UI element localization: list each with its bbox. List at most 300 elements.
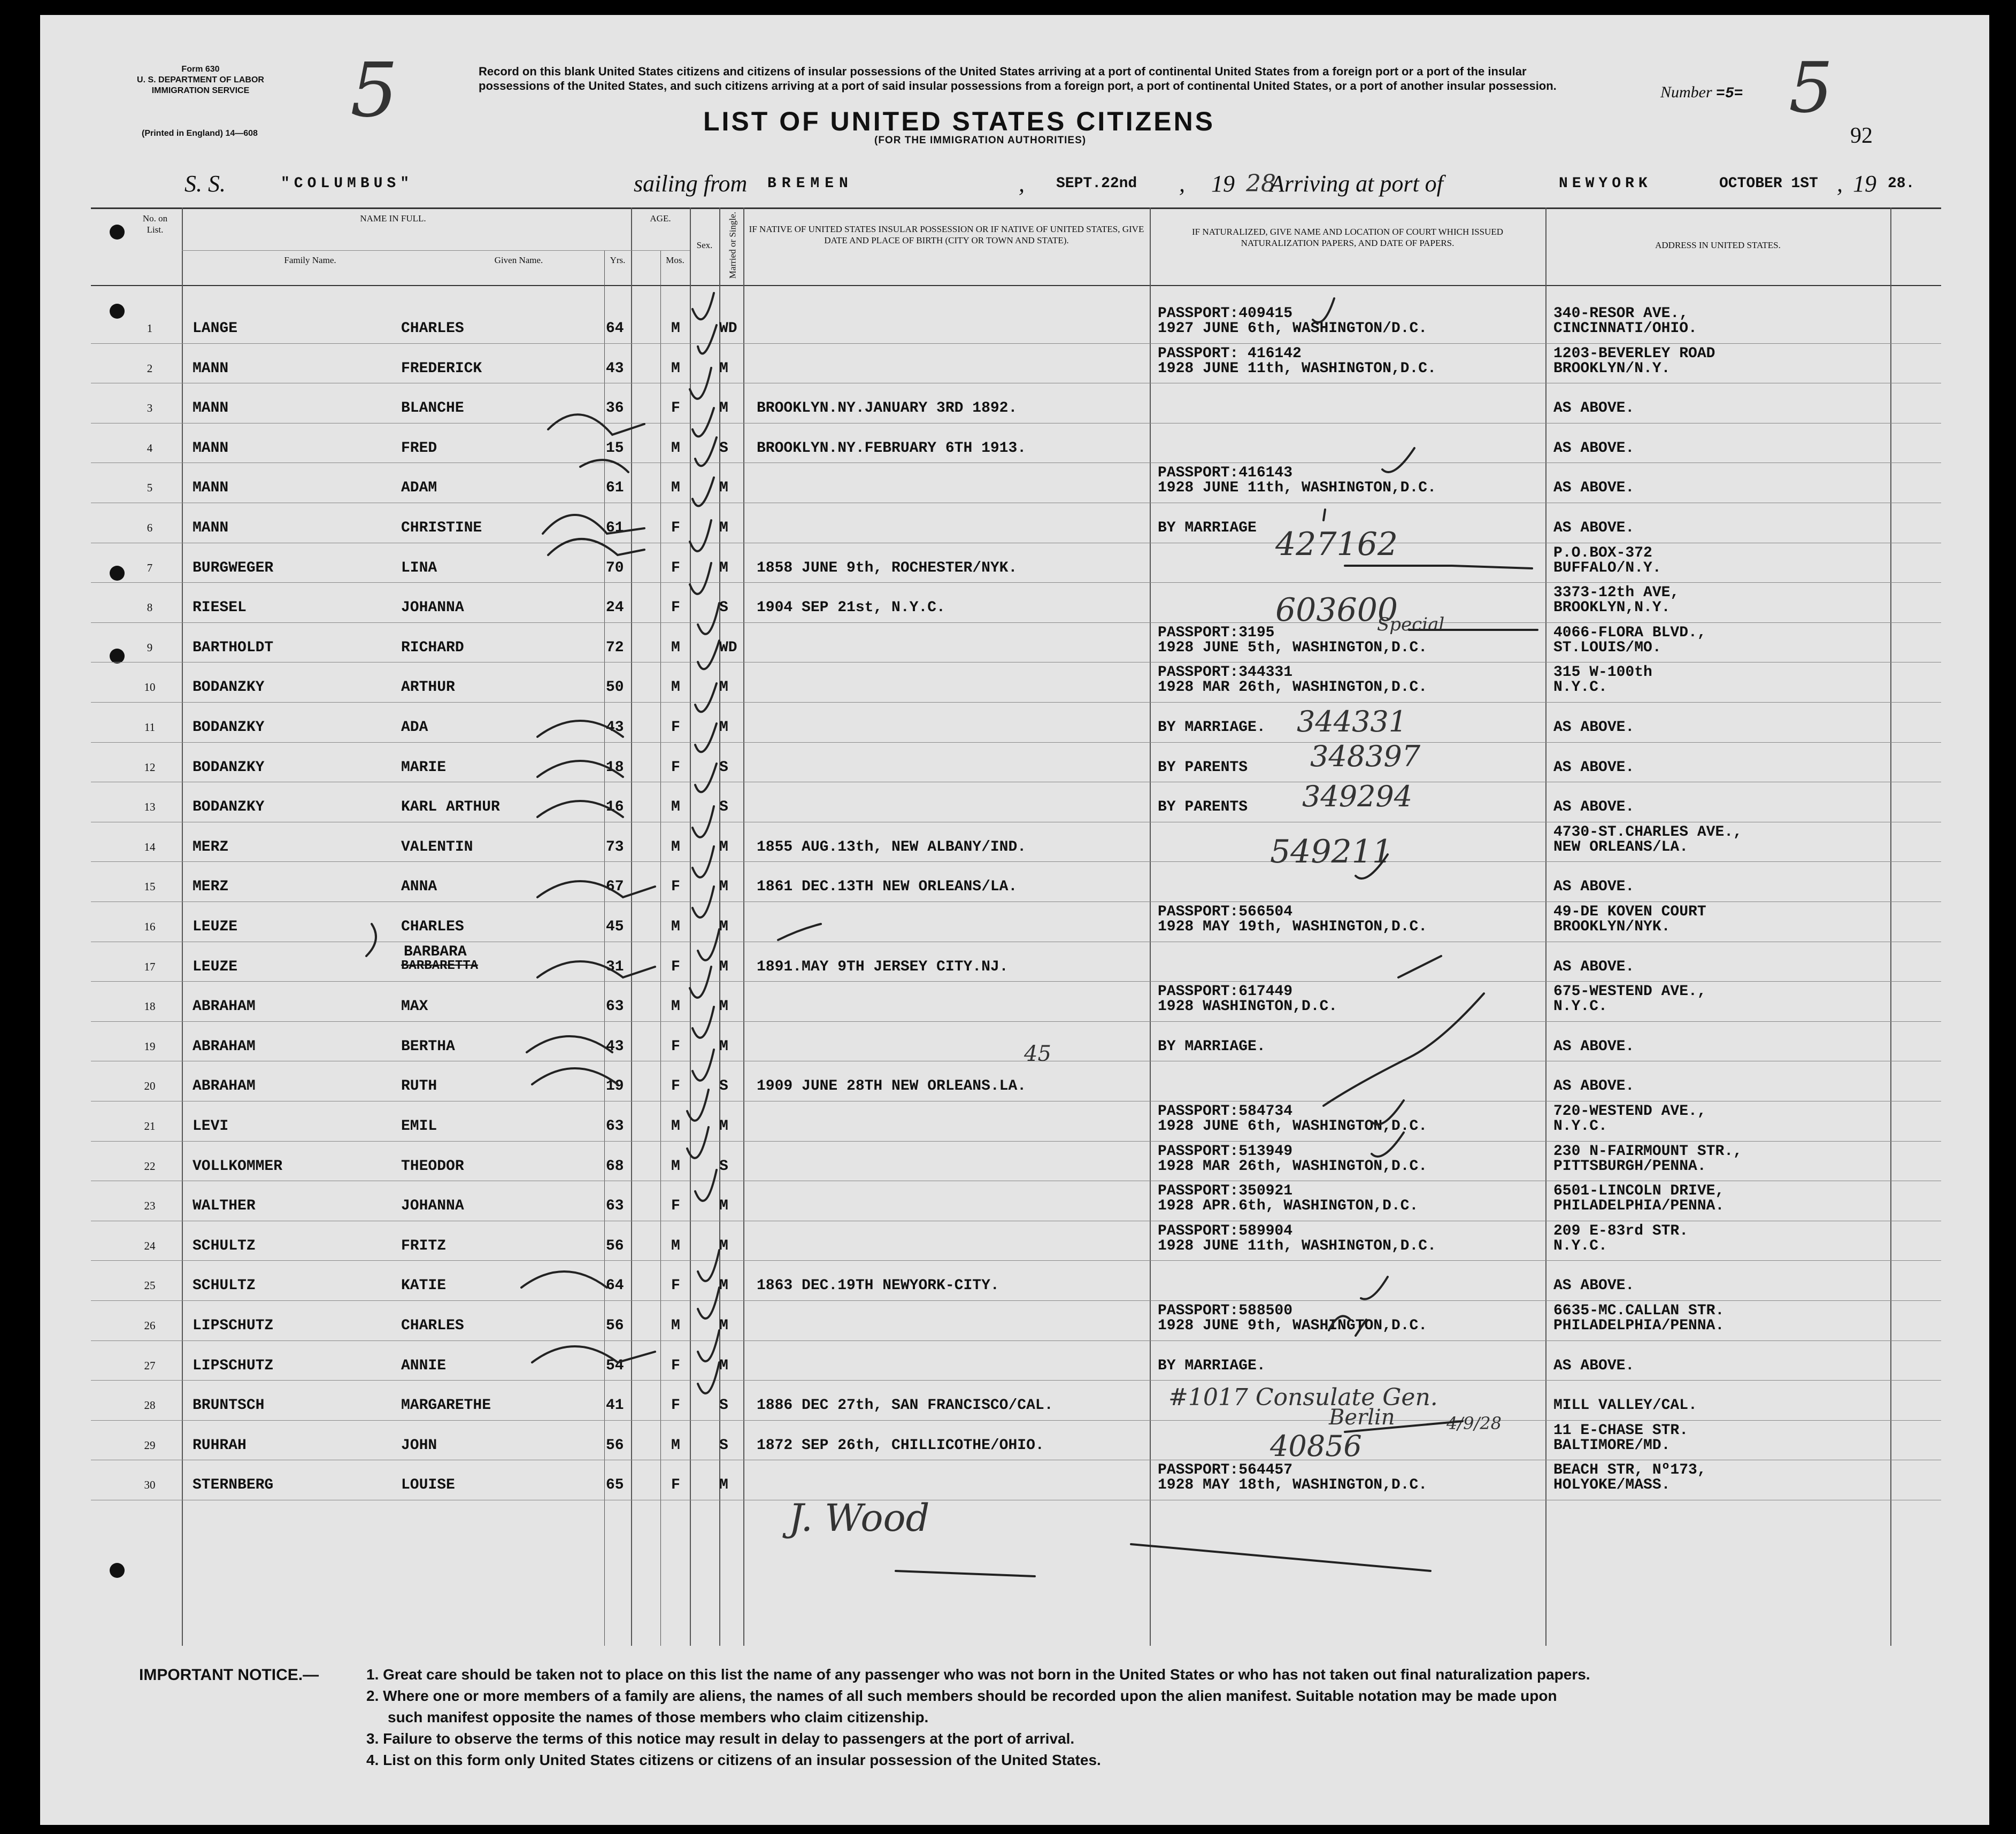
naturalization-line-1: PASSPORT:564457 <box>1158 1462 1293 1479</box>
age-years: 63 <box>606 1118 624 1135</box>
sex: M <box>671 1118 680 1135</box>
address-line-1: AS ABOVE. <box>1553 799 1635 816</box>
family-name: MANN <box>193 360 229 377</box>
family-name: LEUZE <box>193 958 238 975</box>
sex: F <box>671 958 680 975</box>
address-line-1: 3373-12th AVE, <box>1553 584 1680 602</box>
address-line-2: ST.LOUIS/MO. <box>1553 639 1661 656</box>
given-name: FRED <box>401 440 437 457</box>
address-line-1: MILL VALLEY/CAL. <box>1553 1397 1697 1414</box>
sex: M <box>671 998 680 1015</box>
given-name: THEODOR <box>401 1158 464 1175</box>
arrival-port: NEWYORK <box>1559 175 1652 192</box>
age-years: 64 <box>606 1277 624 1294</box>
marital-status: S <box>719 1078 728 1095</box>
given-name: LINA <box>401 559 437 576</box>
given-name: CHARLES <box>401 919 464 935</box>
departure-date: SEPT.22nd <box>1056 175 1137 192</box>
marital-status: M <box>719 360 728 377</box>
sex: F <box>671 1038 680 1055</box>
row-number: 7 <box>147 561 153 574</box>
row-number: 27 <box>144 1359 156 1372</box>
address-line-1: AS ABOVE. <box>1553 879 1635 896</box>
marital-status: WD <box>719 639 737 656</box>
given-name: MARGARETHE <box>401 1397 491 1414</box>
sex: M <box>671 480 680 497</box>
col-head-birth: IF NATIVE OF UNITED STATES INSULAR POSSESSION OR IF NATIVE OF UNITED STATES, GIVE DATE AND PLACE OF BIRTH (CITY OR TOWN AND STATE). <box>749 224 1144 245</box>
given-name: ADAM <box>401 480 437 497</box>
sex: F <box>671 1078 680 1095</box>
naturalization-line-1: PASSPORT:350921 <box>1158 1183 1293 1200</box>
naturalization-line-2: 1928 MAR 26th, WASHINGTON,D.C. <box>1158 1158 1428 1175</box>
address-line-1: AS ABOVE. <box>1553 719 1635 736</box>
family-name: RUHRAH <box>193 1437 247 1454</box>
naturalization-line-1: PASSPORT:344331 <box>1158 664 1293 681</box>
handwritten-annotation: 4/9/28 <box>1446 1413 1502 1434</box>
address-line-2: HOLYOKE/MASS. <box>1553 1477 1671 1494</box>
family-name: LANGE <box>193 320 238 337</box>
age-years: 73 <box>606 838 624 856</box>
col-head-age: AGE. <box>650 213 671 224</box>
sex: M <box>671 639 680 656</box>
handwritten-signature: J. Wood <box>789 1496 930 1540</box>
family-name: BURGWEGER <box>193 559 274 576</box>
birth-info: 1904 SEP 21st, N.Y.C. <box>757 599 945 617</box>
given-name: RUTH <box>401 1078 437 1095</box>
family-name: BRUNTSCH <box>193 1397 265 1414</box>
marital-status: M <box>719 679 728 696</box>
given-name: FRITZ <box>401 1237 447 1254</box>
age-years: 43 <box>606 1038 624 1055</box>
age-years: 24 <box>606 599 624 617</box>
marital-status: M <box>719 838 728 856</box>
address-line-2: PITTSBURGH/PENNA. <box>1553 1158 1706 1175</box>
notice-label: IMPORTANT NOTICE.— <box>139 1666 319 1684</box>
given-name: CHARLES <box>401 320 464 337</box>
birth-info: 1886 DEC 27th, SAN FRANCISCO/CAL. <box>757 1397 1053 1414</box>
address-line-1: AS ABOVE. <box>1553 759 1635 776</box>
naturalization-line-1: PASSPORT:513949 <box>1158 1143 1293 1160</box>
arrival-date: OCTOBER 1ST <box>1719 175 1818 192</box>
age-years: 65 <box>606 1477 624 1494</box>
age-years: 15 <box>606 440 624 457</box>
address-line-1: AS ABOVE. <box>1553 958 1635 975</box>
naturalization-line-1: PASSPORT:589904 <box>1158 1222 1293 1239</box>
row-number: 22 <box>144 1159 156 1173</box>
marital-status: S <box>719 599 728 617</box>
given-name: VALENTIN <box>401 838 473 856</box>
address-line-1: AS ABOVE. <box>1553 440 1635 457</box>
row-number: 28 <box>144 1399 156 1412</box>
given-name: EMIL <box>401 1118 437 1135</box>
row-number: 8 <box>147 601 153 614</box>
marital-status: M <box>719 1477 728 1494</box>
address-line-2: CINCINNATI/OHIO. <box>1553 320 1697 337</box>
row-number: 19 <box>144 1039 156 1053</box>
handwritten-annotation: 427162 <box>1275 526 1398 563</box>
row-number: 23 <box>144 1199 156 1213</box>
sex: F <box>671 520 680 536</box>
sex: F <box>671 1198 680 1215</box>
address-line-1: 6501-LINCOLN DRIVE, <box>1553 1183 1725 1200</box>
row-number: 9 <box>147 641 153 654</box>
naturalization-line-1: BY PARENTS <box>1158 759 1248 776</box>
handwritten-annotation: 349294 <box>1302 780 1413 813</box>
row-number: 30 <box>144 1478 156 1492</box>
address-line-2: BROOKLYN/N.Y. <box>1553 360 1671 377</box>
naturalization-line-1: PASSPORT:416143 <box>1158 465 1293 482</box>
address-line-1: BEACH STR, Nº173, <box>1553 1462 1706 1479</box>
naturalization-line-1: PASSPORT:584734 <box>1158 1103 1293 1120</box>
naturalization-line-2: 1928 WASHINGTON,D.C. <box>1158 998 1338 1015</box>
row-number: 4 <box>147 441 153 454</box>
age-years: 43 <box>606 360 624 377</box>
family-name: LEVI <box>193 1118 229 1135</box>
row-number: 25 <box>144 1279 156 1292</box>
naturalization-line-1: PASSPORT:566504 <box>1158 904 1293 920</box>
naturalization-line-2: 1927 JUNE 6th, WASHINGTON/D.C. <box>1158 320 1428 337</box>
naturalization-line-2: 1928 JUNE 11th, WASHINGTON,D.C. <box>1158 480 1436 497</box>
given-name: JOHANNA <box>401 599 464 617</box>
sex: F <box>671 1357 680 1374</box>
marital-status: M <box>719 1357 728 1374</box>
notice-item: 4. List on this form only United States citizens or citizens of an insular possession of the United States. <box>366 1752 1101 1768</box>
address-line-1: 315 W-100th <box>1553 664 1652 681</box>
family-name: SCHULTZ <box>193 1277 256 1294</box>
row-number: 5 <box>147 481 153 495</box>
row-number: 2 <box>147 361 153 375</box>
address-line-2: PHILADELPHIA/PENNA. <box>1553 1198 1725 1215</box>
marital-status: S <box>719 759 728 776</box>
age-years: 36 <box>606 400 624 417</box>
age-years: 16 <box>606 799 624 816</box>
given-name: RICHARD <box>401 639 464 656</box>
number-label: Number =5= <box>1660 83 1743 102</box>
notice-item: such manifest opposite the names of those members who claim citizenship. <box>388 1709 929 1725</box>
handwritten-list-number: 5 <box>1789 47 1833 128</box>
sex: F <box>671 719 680 736</box>
sex: M <box>671 360 680 377</box>
address-line-2: N.Y.C. <box>1553 1118 1607 1135</box>
given-name: CHRISTINE <box>401 520 482 536</box>
naturalization-line-2: 1928 JUNE 11th, WASHINGTON,D.C. <box>1158 1237 1436 1254</box>
ship-name: "COLUMBUS" <box>281 175 414 192</box>
given-name: ARTHUR <box>401 679 455 696</box>
family-name: MERZ <box>193 879 229 896</box>
department: U. S. DEPARTMENT OF LABOR <box>137 75 264 84</box>
row-number: 11 <box>144 721 156 734</box>
naturalization-line-1: BY MARRIAGE <box>1158 520 1257 536</box>
sex: M <box>671 320 680 337</box>
handwritten-annotation: 549211 <box>1270 833 1393 870</box>
marital-status: M <box>719 1038 728 1055</box>
address-line-1: 6635-MC.CALLAN STR. <box>1553 1303 1725 1319</box>
given-name: JOHN <box>401 1437 437 1454</box>
age-years: 70 <box>606 559 624 576</box>
marital-status: M <box>719 480 728 497</box>
col-head-yrs: Yrs. <box>610 255 626 265</box>
marital-status: M <box>719 919 728 935</box>
address-line-1: AS ABOVE. <box>1553 1277 1635 1294</box>
address-line-1: 1203-BEVERLEY ROAD <box>1553 345 1715 362</box>
marital-status: M <box>719 998 728 1015</box>
given-name: KARL ARTHUR <box>401 799 500 816</box>
page-title: LIST OF UNITED STATES CITIZENS <box>703 106 1215 136</box>
marital-status: M <box>719 879 728 896</box>
marital-status: M <box>719 1118 728 1135</box>
marital-status: M <box>719 400 728 417</box>
family-name: BODANZKY <box>193 799 265 816</box>
given-name: BERTHA <box>401 1038 455 1055</box>
family-name: LIPSCHUTZ <box>193 1357 274 1374</box>
sex: F <box>671 400 680 417</box>
age-years: 68 <box>606 1158 624 1175</box>
row-number: 10 <box>144 681 156 694</box>
col-head-name: NAME IN FULL. <box>360 213 426 224</box>
birth-info: 1855 AUG.13th, NEW ALBANY/IND. <box>757 838 1027 856</box>
sex: M <box>671 440 680 457</box>
naturalization-line-1: PASSPORT:617449 <box>1158 983 1293 1000</box>
birth-info: BROOKLYN.NY.JANUARY 3RD 1892. <box>757 400 1018 417</box>
handwritten-annotation: Special <box>1377 614 1445 635</box>
address-line-2: BROOKLYN,N.Y. <box>1553 599 1671 617</box>
col-head-address: ADDRESS IN UNITED STATES. <box>1655 240 1781 250</box>
notice-item: 1. Great care should be taken not to place on this list the name of any passenger who was not born in the United States or who has not taken out final naturalization papers. <box>366 1666 1590 1683</box>
naturalization-line-1: PASSPORT:3195 <box>1158 624 1275 641</box>
handwritten-annotation: 40856 <box>1270 1429 1362 1463</box>
row-number: 6 <box>147 521 153 534</box>
address-line-2: BROOKLYN/NYK. <box>1553 919 1671 935</box>
naturalization-line-2: 1928 JUNE 5th, WASHINGTON,D.C. <box>1158 639 1428 656</box>
handwritten-annotation: Berlin <box>1329 1405 1395 1430</box>
row-number: 17 <box>144 960 156 973</box>
age-years: 63 <box>606 1198 624 1215</box>
address-line-2: N.Y.C. <box>1553 679 1607 696</box>
naturalization-line-1: BY MARRIAGE. <box>1158 1357 1266 1374</box>
sex: F <box>671 599 680 617</box>
departure-port: BREMEN <box>767 175 853 192</box>
address-line-1: AS ABOVE. <box>1553 400 1635 417</box>
given-name: JOHANNA <box>401 1198 464 1215</box>
birth-info: 1909 JUNE 28TH NEW ORLEANS.LA. <box>757 1078 1027 1095</box>
given-name: CHARLES <box>401 1317 464 1334</box>
row-number: 14 <box>144 840 156 853</box>
service: IMMIGRATION SERVICE <box>151 86 250 95</box>
age-years: 61 <box>606 480 624 497</box>
age-years: 43 <box>606 719 624 736</box>
family-name: LIPSCHUTZ <box>193 1317 274 1334</box>
marital-status: M <box>719 1317 728 1334</box>
handwritten-annotation: #1017 Consulate Gen. <box>1168 1384 1438 1411</box>
age-years: 41 <box>606 1397 624 1414</box>
address-line-1: 49-DE KOVEN COURT <box>1553 904 1706 920</box>
family-name: BARTHOLDT <box>193 639 274 656</box>
col-head-given: Given Name. <box>494 255 543 265</box>
family-name: ABRAHAM <box>193 1078 256 1095</box>
age-years: 67 <box>606 879 624 896</box>
marital-status: M <box>719 520 728 536</box>
address-line-1: 675-WESTEND AVE., <box>1553 983 1706 1000</box>
marital-status: M <box>719 1237 728 1254</box>
address-line-1: 11 E-CHASE STR. <box>1553 1422 1689 1439</box>
family-name: MANN <box>193 440 229 457</box>
address-line-1: AS ABOVE. <box>1553 1078 1635 1095</box>
family-name: WALTHER <box>193 1198 256 1215</box>
family-name: SCHULTZ <box>193 1237 256 1254</box>
address-line-1: 340-RESOR AVE., <box>1553 305 1689 322</box>
marital-status: M <box>719 719 728 736</box>
address-line-1: 4066-FLORA BLVD., <box>1553 624 1706 641</box>
handwritten-annotation: 348397 <box>1310 739 1421 773</box>
naturalization-line-1: BY MARRIAGE. <box>1158 719 1266 736</box>
col-head-sex: Sex. <box>696 240 713 250</box>
naturalization-line-2: 1928 JUNE 9th, WASHINGTON,D.C. <box>1158 1317 1428 1334</box>
age-years: 72 <box>606 639 624 656</box>
header-notice: Record on this blank United States citizens and citizens of insular possessions of the United States arriving at a port of continental United States from a foreign port or a port of the insular possessions of the United States, and such citizens arriving at a port of said insular possessions from a foreign port, a port of continental United States, or a port of another insular possession. <box>479 65 1557 93</box>
marital-status: WD <box>719 320 737 337</box>
sex: M <box>671 679 680 696</box>
given-name: LOUISE <box>401 1477 455 1494</box>
age-years: 63 <box>606 998 624 1015</box>
age-years: 54 <box>606 1357 624 1374</box>
marital-status: M <box>719 1277 728 1294</box>
age-years: 31 <box>606 958 624 975</box>
family-name: BODANZKY <box>193 759 265 776</box>
row-number: 26 <box>144 1319 156 1332</box>
naturalization-line-2: 1928 MAY 18th, WASHINGTON,D.C. <box>1158 1477 1428 1494</box>
naturalization-line-2: 1928 MAR 26th, WASHINGTON,D.C. <box>1158 679 1428 696</box>
sex: M <box>671 1237 680 1254</box>
family-name: ABRAHAM <box>193 998 256 1015</box>
address-line-2: BALTIMORE/MD. <box>1553 1437 1671 1454</box>
sex: M <box>671 919 680 935</box>
family-name: ABRAHAM <box>193 1038 256 1055</box>
handwritten-annotation: 344331 <box>1297 705 1407 738</box>
address-line-1: AS ABOVE. <box>1553 1357 1635 1374</box>
age-years: 19 <box>606 1078 624 1095</box>
row-number: 3 <box>147 402 153 415</box>
family-name: LEUZE <box>193 919 238 935</box>
handwritten-annotation: 603600 <box>1275 591 1398 629</box>
given-name: ADA <box>401 719 428 736</box>
row-number: 1 <box>147 322 153 335</box>
sex: F <box>671 1397 680 1414</box>
marital-status: S <box>719 1437 728 1454</box>
family-name: MANN <box>193 480 229 497</box>
birth-info: BROOKLYN.NY.FEBRUARY 6TH 1913. <box>757 440 1027 457</box>
age-years: 64 <box>606 320 624 337</box>
marital-status: S <box>719 1158 728 1175</box>
naturalization-line-2: 1928 MAY 19th, WASHINGTON,D.C. <box>1158 919 1428 935</box>
sex: M <box>671 1437 680 1454</box>
naturalization-line-1: PASSPORT:409415 <box>1158 305 1293 322</box>
row-number: 16 <box>144 920 156 933</box>
col-head-family: Family Name. <box>284 255 336 265</box>
address-line-1: 720-WESTEND AVE., <box>1553 1103 1706 1120</box>
age-years: 50 <box>606 679 624 696</box>
given-name: MARIE <box>401 759 447 776</box>
family-name: MANN <box>193 520 229 536</box>
family-name: MERZ <box>193 838 229 856</box>
naturalization-line-1: PASSPORT:588500 <box>1158 1303 1293 1319</box>
given-name: BLANCHE <box>401 400 464 417</box>
address-line-1: 209 E-83rd STR. <box>1553 1222 1689 1239</box>
birth-info: 1891.MAY 9TH JERSEY CITY.NJ. <box>757 958 1009 975</box>
address-line-2: NEW ORLEANS/LA. <box>1553 838 1689 856</box>
marital-status: M <box>719 559 728 576</box>
notice-item: 2. Where one or more members of a family are aliens, the names of all such members should be recorded upon the alien manifest. Suitable notation may be made upon <box>366 1687 1557 1704</box>
page-subtitle: (FOR THE IMMIGRATION AUTHORITIES) <box>874 135 1087 146</box>
sex: M <box>671 1158 680 1175</box>
naturalization-line-2: 1928 APR.6th, WASHINGTON,D.C. <box>1158 1198 1419 1215</box>
manifest-sheet <box>40 15 1989 1825</box>
sex: M <box>671 838 680 856</box>
family-name: RIESEL <box>193 599 247 617</box>
family-name: STERNBERG <box>193 1477 274 1494</box>
age-years: 56 <box>606 1237 624 1254</box>
sex: F <box>671 559 680 576</box>
col-head-no: No. on List. <box>142 213 168 235</box>
naturalization-line-1: BY MARRIAGE. <box>1158 1038 1266 1055</box>
birth-info: 1858 JUNE 9th, ROCHESTER/NYK. <box>757 559 1018 576</box>
family-name: VOLLKOMMER <box>193 1158 283 1175</box>
marital-status: S <box>719 799 728 816</box>
naturalization-line-2: 1928 JUNE 6th, WASHINGTON,D.C. <box>1158 1118 1428 1135</box>
handwriting-strokes <box>40 15 1989 1825</box>
sex: F <box>671 1277 680 1294</box>
given-name: BARBARETTA <box>401 958 479 973</box>
naturalization-line-1: BY PARENTS <box>1158 799 1248 816</box>
age-years: 56 <box>606 1317 624 1334</box>
marital-status: S <box>719 1397 728 1414</box>
marital-status: M <box>719 1198 728 1215</box>
marital-status: M <box>719 958 728 975</box>
given-name: MAX <box>401 998 428 1015</box>
page-number: 92 <box>1850 124 1873 148</box>
address-line-1: 4730-ST.CHARLES AVE., <box>1553 823 1742 841</box>
handwritten-sheet-number: 5 <box>350 47 398 134</box>
row-number: 15 <box>144 880 156 893</box>
address-line-2: N.Y.C. <box>1553 998 1607 1015</box>
row-number: 24 <box>144 1239 156 1252</box>
naturalization-line-2: 1928 JUNE 11th, WASHINGTON,D.C. <box>1158 360 1436 377</box>
col-head-naturalized: IF NATURALIZED, GIVE NAME AND LOCATION OF COURT WHICH ISSUED NATURALIZATION PAPERS, AND DATE OF PAPERS. <box>1191 227 1503 248</box>
sex: M <box>671 799 680 816</box>
age-years: 18 <box>606 759 624 776</box>
age-years: 61 <box>606 520 624 536</box>
given-name: ANNA <box>401 879 437 896</box>
row-number: 21 <box>144 1120 156 1132</box>
col-head-married: Married or Single. <box>727 211 738 279</box>
printed-note: (Printed in England) 14—608 <box>142 129 258 138</box>
sex: F <box>671 879 680 896</box>
address-line-1: AS ABOVE. <box>1553 480 1635 497</box>
handwritten-annotation: 45 <box>1024 1042 1051 1066</box>
address-line-1: P.O.BOX-372 <box>1553 544 1652 561</box>
naturalization-line-1: PASSPORT: 416142 <box>1158 345 1302 362</box>
birth-info: 1872 SEP 26th, CHILLICOTHE/OHIO. <box>757 1437 1044 1454</box>
form-number: Form 630 <box>181 65 220 74</box>
sailing-line: S. S. "COLUMBUS" sailing from BREMEN , SEPT.22nd , 19 28 Arriving at port of NEWYORK OCTOBER 1ST , 19 28. <box>184 170 1915 197</box>
sex: M <box>671 1317 680 1334</box>
row-number: 20 <box>144 1080 156 1093</box>
address-line-1: AS ABOVE. <box>1553 1038 1635 1055</box>
given-name: FREDERICK <box>401 360 482 377</box>
sex: F <box>671 1477 680 1494</box>
marital-status: S <box>719 440 728 457</box>
given-name: KATIE <box>401 1277 447 1294</box>
notice-item: 3. Failure to observe the terms of this notice may result in delay to passengers at the port of arrival. <box>366 1730 1075 1747</box>
